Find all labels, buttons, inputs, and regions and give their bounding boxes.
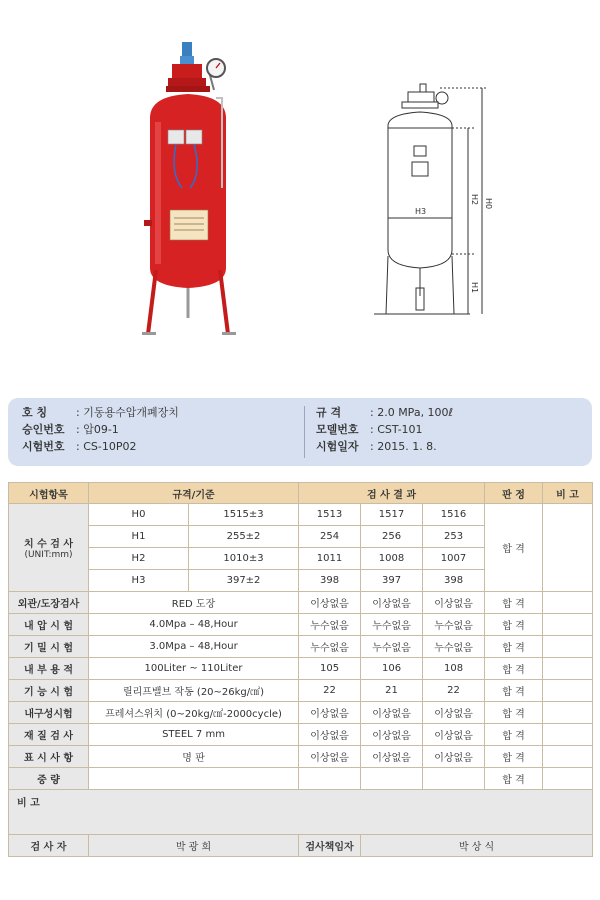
remarks-row (9, 790, 593, 835)
info-left (22, 404, 179, 455)
manager-name: 박 상 식 (361, 835, 593, 857)
info-right (316, 404, 453, 455)
table-row: 기 능 시 험 릴리프밸브 작동 (20~26kg/㎠) 22 21 22 합 격 (9, 680, 593, 702)
product-photo (130, 38, 250, 338)
info-row-approval: 승인번호 : 압09-1 (22, 423, 119, 436)
product-info-box (8, 398, 592, 466)
header-remarks: 비 고 (543, 483, 593, 504)
info-divider (304, 406, 305, 458)
info-row-test-date: 시험일자 : 2015. 1. 8. (316, 440, 437, 453)
info-row-name: 호 칭 : 기동용수압개폐장치 (22, 406, 179, 419)
label-h3: H3 (415, 207, 427, 216)
table-row: H1 255±2 254 256 253 (9, 526, 593, 548)
remarks-cell: 비 고 (9, 790, 593, 835)
table-row: 내구성시험 프레셔스위치 (0~20kg/㎠-2000cycle) 이상없음 이상없음 이상없음 합 격 (9, 702, 593, 724)
table-row: 표 시 사 항 명 판 이상없음 이상없음 이상없음 합 격 (9, 746, 593, 768)
table-row: 재 질 검 사 STEEL 7 mm 이상없음 이상없음 이상없음 합 격 (9, 724, 593, 746)
table-row: H3 397±2 398 397 398 (9, 570, 593, 592)
table-row: H2 1010±3 1011 1008 1007 (9, 548, 593, 570)
dim-label-cell (9, 504, 89, 592)
table-row: 내 압 시 험 4.0Mpa – 48,Hour 누수없음 누수없음 누수없음 합 격 (9, 614, 593, 636)
table-row: 외관/도장검사 RED 도장 이상없음 이상없음 이상없음 합 격 (9, 592, 593, 614)
label-h1: H1 (470, 282, 479, 294)
inspector-label: 검 사 자 (9, 835, 89, 857)
header-standard: 규격/기준 (89, 483, 299, 504)
test-results-table (8, 482, 593, 857)
dim-remarks (543, 504, 593, 592)
header-item: 시험항목 (9, 483, 89, 504)
manager-label: 검사책임자 (299, 835, 361, 857)
info-row-test-no: 시험번호 : CS-10P02 (22, 440, 137, 453)
dimension-drawing (360, 70, 530, 330)
table-row: 중 량 합 격 (9, 768, 593, 790)
inspector-name: 박 광 희 (89, 835, 299, 857)
table-row: 내 부 용 적 100Liter ~ 110Liter 105 106 108 합 격 (9, 658, 593, 680)
label-h2: H2 (470, 194, 479, 206)
dim-judge: 합 격 (485, 504, 543, 592)
signature-row (9, 835, 593, 857)
header-row (9, 483, 593, 504)
table-row: 기 밀 시 험 3.0Mpa – 48,Hour 누수없음 누수없음 누수없음 합 격 (9, 636, 593, 658)
table-row: 치 수 검 사 (UNIT:mm) H0 1515±3 1513 1517 1516 합 격 (9, 504, 593, 526)
header-results: 검 사 결 과 (299, 483, 485, 504)
dim-label: 치 수 검 사 (23, 539, 74, 550)
header-judgement: 판 정 (485, 483, 543, 504)
info-row-model: 모델번호 : CST-101 (316, 423, 423, 436)
label-h0: H0 (484, 198, 493, 210)
dim-unit: (UNIT:mm) (24, 550, 73, 560)
info-row-spec: 규 격 : 2.0 MPa, 100ℓ (316, 406, 454, 419)
